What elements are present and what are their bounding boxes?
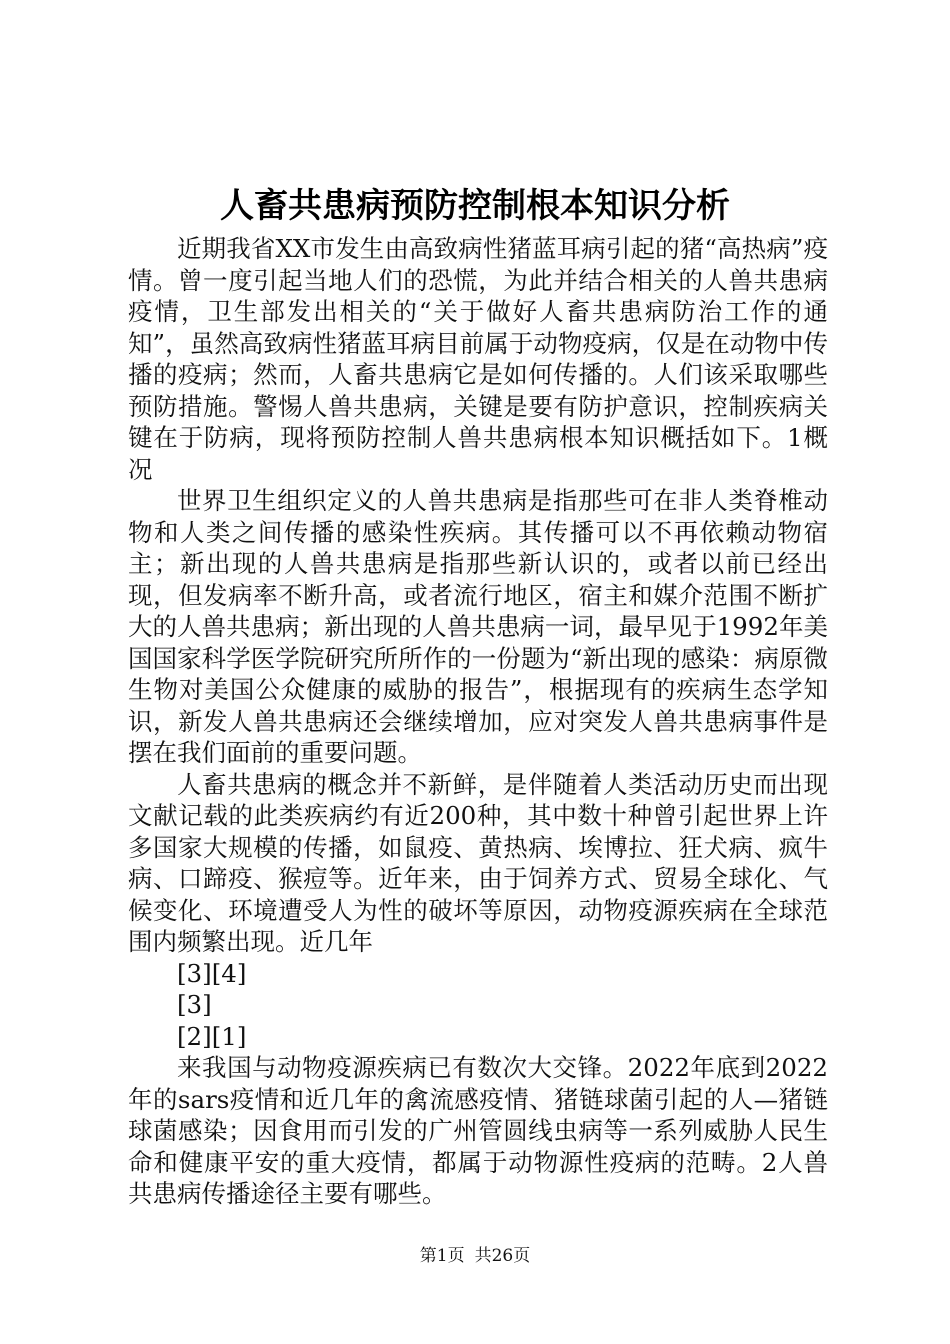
paragraph-intro: 近期我省XX市发生由高致病性猪蓝耳病引起的猪“高热病”疫情。曾一度引起当地人们的恐慌，为此并结合相关的人兽共患病疫情，卫生部发出相关的“关于做好人畜共患病防治工作的通知”，虽然高致病性猪蓝耳病目前属于动物疫病，仅是在动物中传播的疫病；然而，人畜共患病它是如何传播的。人们该采取哪些预防措施。警惕人兽共患病，关键是要有防护意识，控制疾病关键在于防病，现将预防控制人兽共患病根本知识概括如下。1概况 [128, 234, 828, 484]
reference-line: [3][4] [177, 958, 247, 988]
paragraph-closing: 来我国与动物疫源疾病已有数次大交锋。2022年底到2022年的sars疫情和近几年的禽流感疫情、猪链球菌引起的人—猪链球菌感染；因食用而引发的广州管圆线虫病等一系列威胁人民生命和健康平安的重大疫情，都属于动物源性疫病的范畴。2人兽共患病传播途径主要有哪些。 [128, 1053, 828, 1208]
paragraph-definition: 世界卫生组织定义的人兽共患病是指那些可在非人类脊椎动物和人类之间传播的感染性疾病。其传播可以不再依赖动物宿主；新出现的人兽共患病是指那些新认识的，或者以前已经出现，但发病率不断升高，或者流行地区，宿主和媒介范围不断扩大的人兽共患病；新出现的人兽共患病一词，最早见于1992年美国国家科学医学院研究所所作的一份题为“新出现的感染：病原微生物对美国公众健康的威胁的报告”，根据现有的疾病生态学知识，新发人兽共患病还会继续增加，应对突发人兽共患病事件是摆在我们面前的重要问题。 [128, 486, 828, 767]
page-footer [0, 1244, 950, 1268]
page-number: 第1页 [419, 1246, 465, 1266]
reference-line: [2][1] [177, 1021, 247, 1051]
paragraph-history: 人畜共患病的概念并不新鲜，是伴随着人类活动历史而出现文献记载的此类疾病约有近200种，其中数十种曾引起世界上许多国家大规模的传播，如鼠疫、黄热病、埃博拉、狂犬病、疯牛病、口蹄疫、猴痘等。近年来，由于饲养方式、贸易全球化、气候变化、环境遭受人为性的破坏等原因，动物疫源疾病在全球范围内频繁出现。近几年 [128, 769, 828, 956]
reference-line: [3] [177, 990, 212, 1019]
document-title: 人畜共患病预防控制根本知识分析 [220, 186, 730, 226]
page-total: 共26页 [474, 1246, 531, 1266]
document-body [128, 233, 828, 1210]
